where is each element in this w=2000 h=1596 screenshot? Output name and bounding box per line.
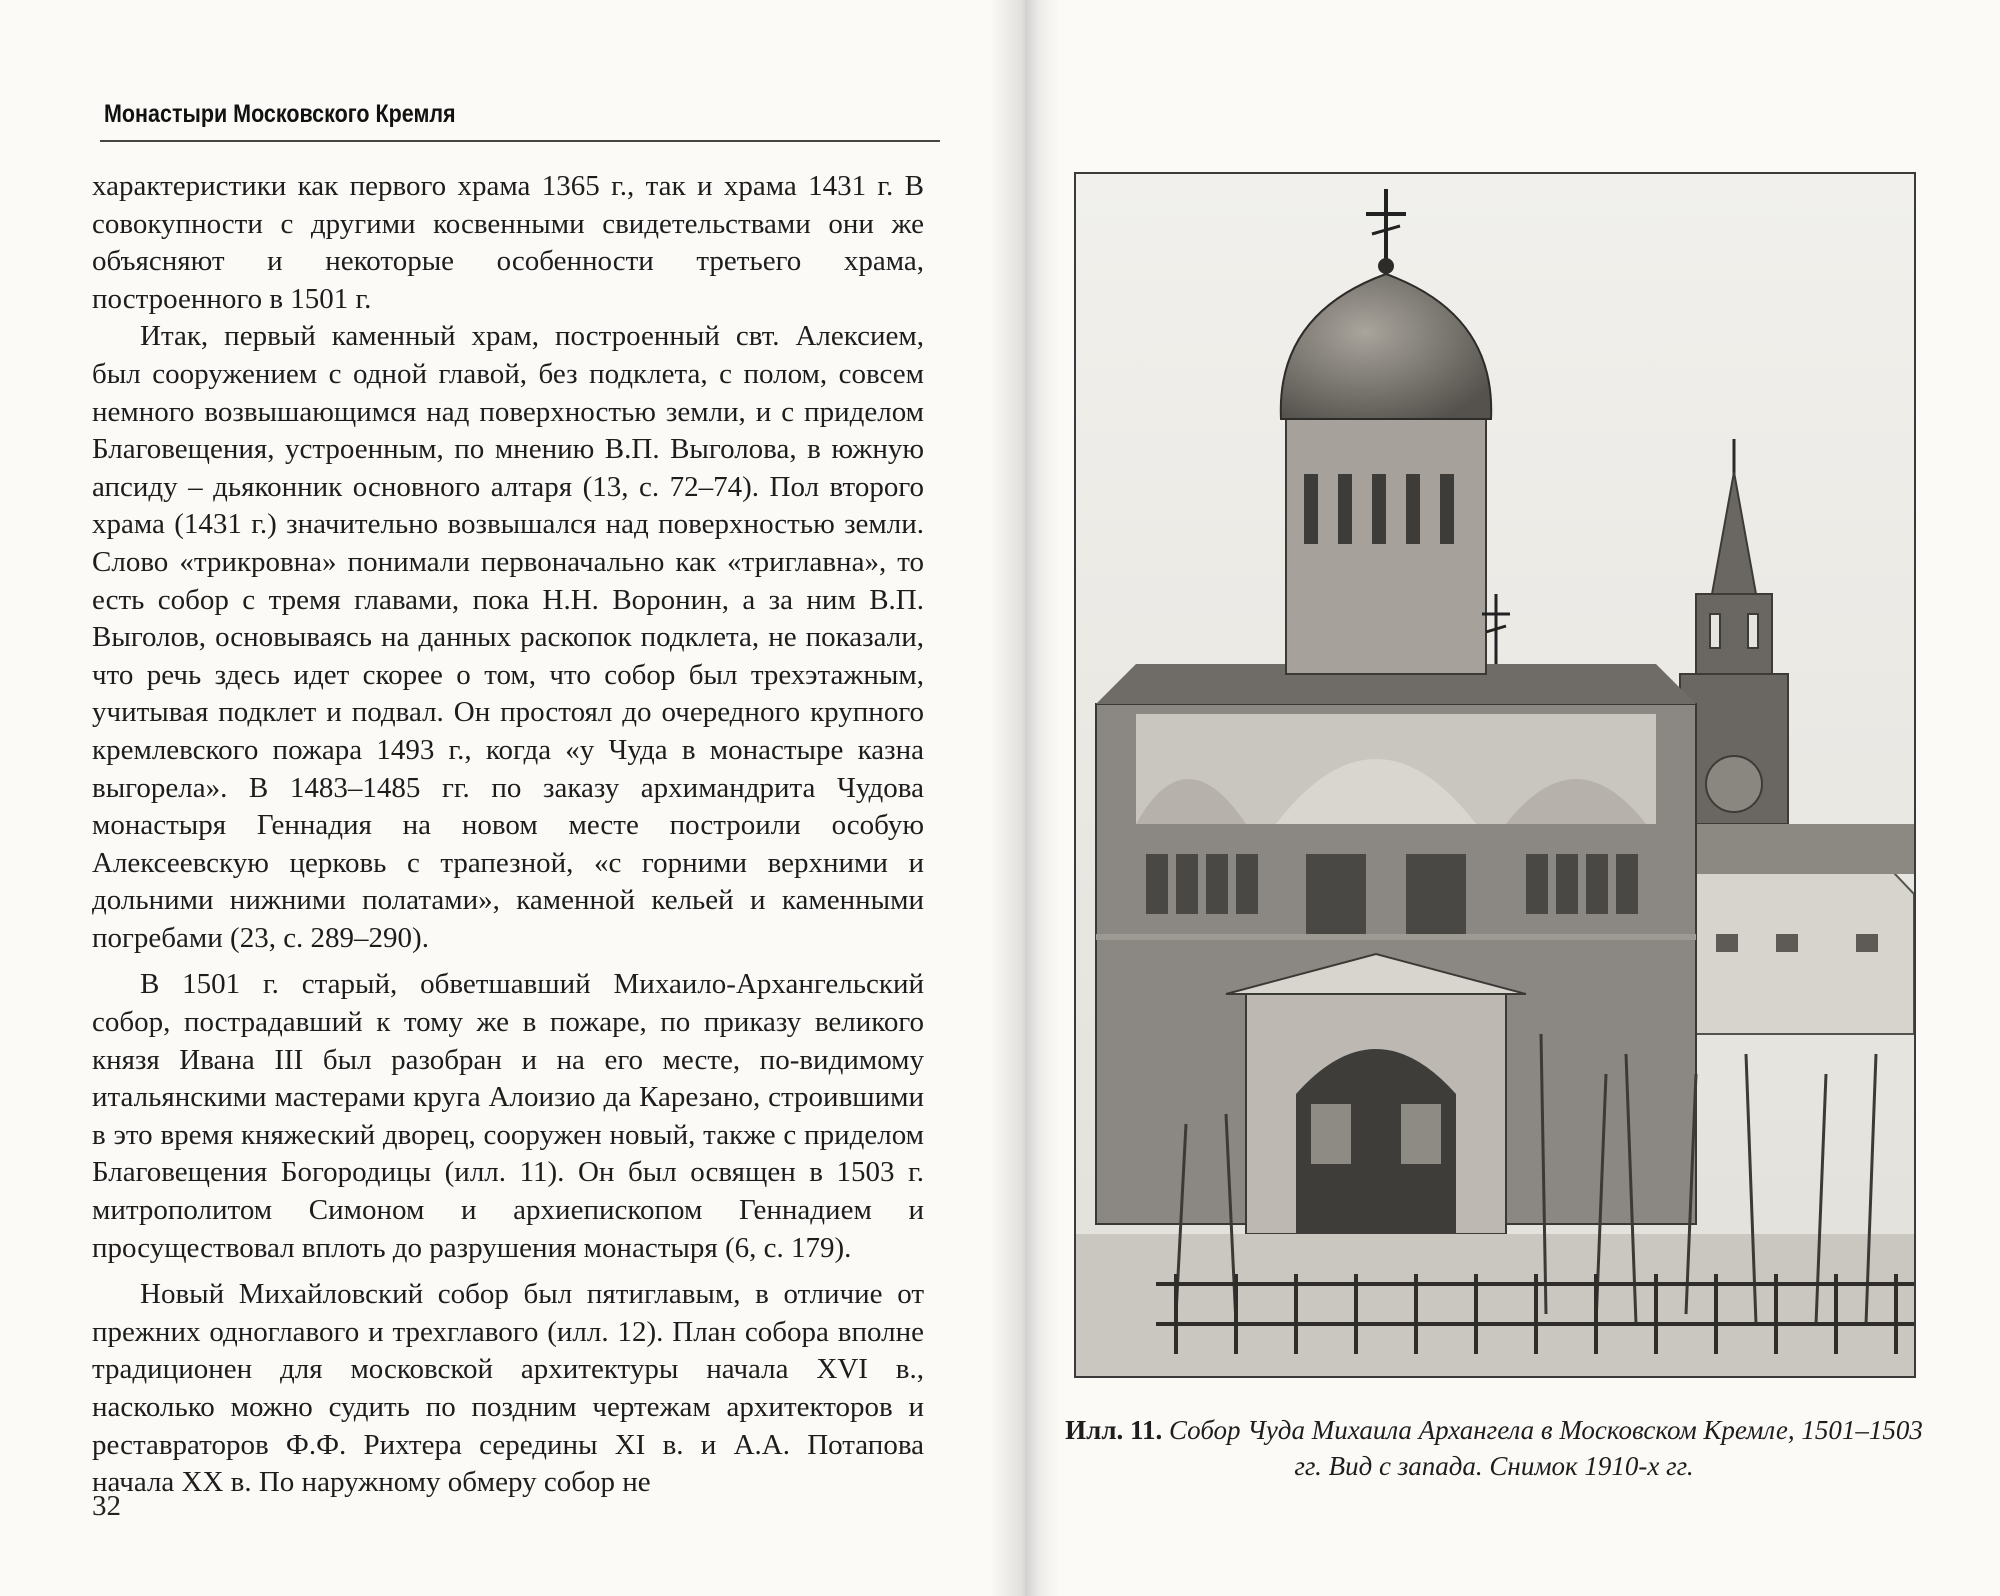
body-text <box>92 168 924 1502</box>
book-gutter <box>990 0 1060 1596</box>
side-building <box>1676 824 1914 1034</box>
cathedral-photo <box>1074 172 1916 1378</box>
porch <box>1226 954 1526 1234</box>
paragraph-4: Новый Михайловский собор был пятиглавым, в отличие от прежних одноглавого и трехглавого (илл. 12). План собора вполне традиционен для московской архитектуры начала XVI в., насколько можно судить по поздним чертежам архитекторов и реставраторов Ф.Ф. Рихтера середины XI в. и А.А. Потапова начала XX в. По наружному обмеру собор не <box>92 1278 924 1499</box>
figure-caption <box>1060 1412 1928 1484</box>
running-head: Монастыри Московского Кремля <box>104 100 456 128</box>
caption-label: Илл. 11. <box>1065 1415 1163 1445</box>
paragraph-3: В 1501 г. старый, обветшавший Михаило-Архангельский собор, пострадавший к тому же в пожаре, по приказу великого князя Ивана III был разобран и на его месте, по-видимому итальянскими мастерами круга Алоизио да Карезано, строившими в это время княжеский дворец, сооружен новый, также с приделом Благовещения Богородицы (илл. 11). Он был освящен в 1503 г. митрополитом Симоном и архиепископом Геннадием и просуществовал вплоть до разрушения монастыря (6, с. 179). <box>92 968 924 1264</box>
right-page <box>1000 0 2000 1596</box>
caption-text: Собор Чуда Михаила Архангела в Московском Кремле, 1501–1503 гг. Вид с запада. Снимок 1910-х гг. <box>1168 1415 1923 1481</box>
ground <box>1076 1234 1914 1376</box>
page-number: 32 <box>92 1490 121 1522</box>
cathedral-illustration <box>1076 174 1914 1376</box>
header-rule <box>100 140 940 142</box>
paragraph-1: характеристики как первого храма 1365 г., так и храма 1431 г. В совокупности с другими косвенными свидетельствами они же объясняют и некоторые особенности третьего храма, построенного в 1501 г. <box>92 170 924 315</box>
paragraph-2: Итак, первый каменный храм, построенный свт. Алексием, был сооружением с одной главой, без подклета, с полом, совсем немного возвышающимся над поверхностью земли, и с приделом Благовещения, устроенным, по мнению В.П. Выголова, в южную апсиду – дьяконник основного алтаря (13, с. 72–74). Пол второго храма (1431 г.) значительно возвышался над поверхностью земли. Слово «трикровна» понимали первоначально как «триглавна», то есть собор с тремя главами, пока Н.Н. Воронин, а за ним В.П. Выголов, основываясь на данных раскопок подклета, не показали, что речь здесь идет скорее о том, что собор был трехэтажным, учитывая подклет и подвал. Он простоял до очередного крупного кремлевского пожара 1493 г., когда «у Чуда в монастыре казна выгорела». В 1483–1485 гг. по заказу архимандрита Чудова монастыря Геннадия на новом месте построили особую Алексеевскую церковь с трапезной, «с горними верхними и дольними нижними полатами», каменной кельей и каменными погребами (23, с. 289–290). <box>92 320 924 954</box>
